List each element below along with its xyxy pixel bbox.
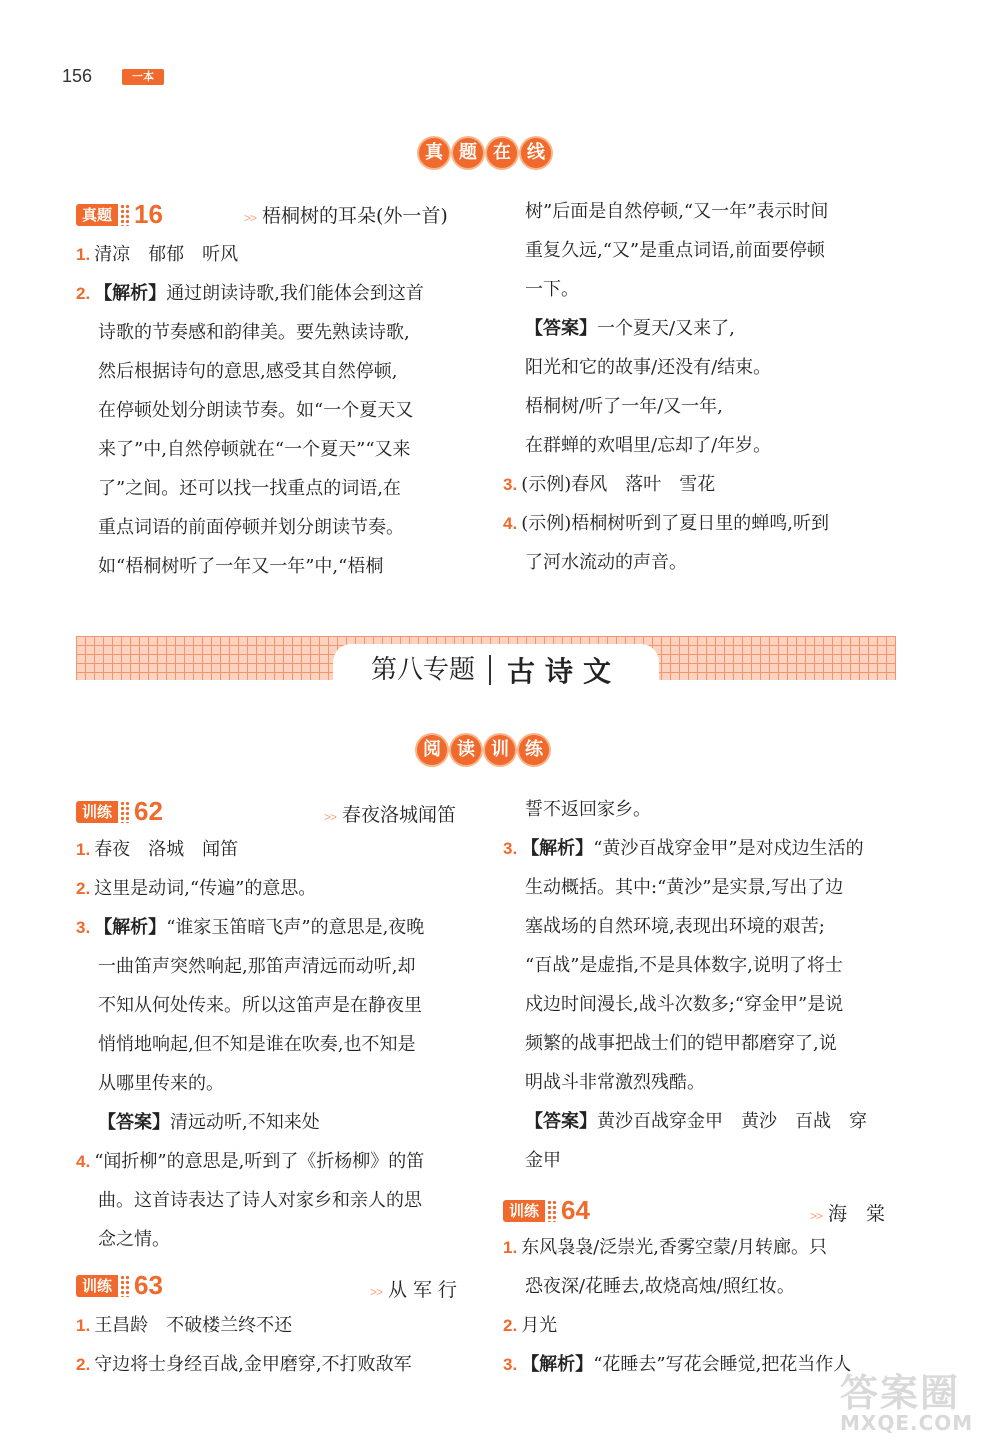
title-char: 训 xyxy=(485,735,515,765)
line-text: 生动概括。其中:“黄沙”是实景,写出了边 xyxy=(525,877,844,898)
text-line xyxy=(76,869,476,908)
item-number: 3. xyxy=(503,1355,518,1374)
text-line xyxy=(503,868,903,907)
text-line xyxy=(76,313,476,352)
question-tag-63 xyxy=(76,1270,163,1301)
text-line xyxy=(76,1064,476,1103)
text-line xyxy=(76,1181,476,1220)
item-number: 2. xyxy=(76,879,91,898)
arrow-icon: >> xyxy=(370,1285,383,1299)
text-line xyxy=(503,1102,903,1141)
section2-left-column-63 xyxy=(76,1306,476,1384)
text-line xyxy=(76,1345,476,1384)
text-line xyxy=(503,426,903,465)
title-char: 线 xyxy=(521,138,551,168)
text-line xyxy=(76,1220,476,1259)
line-text: 梧桐树/听了一年/又一年, xyxy=(525,396,723,417)
text-line xyxy=(503,829,903,868)
title-char: 在 xyxy=(487,138,517,168)
item-number: 1. xyxy=(76,245,91,264)
text-line xyxy=(503,270,903,309)
text-line xyxy=(76,1142,476,1181)
text-line xyxy=(503,504,903,543)
line-text: 悄悄地响起,但不知是谁在吹奏,也不知是 xyxy=(98,1034,416,1055)
article-title-63 xyxy=(370,1275,463,1302)
section-title-zhenti xyxy=(419,138,551,168)
item-number: 4. xyxy=(503,514,518,533)
keyword-label: 【解析】 xyxy=(94,283,167,304)
line-text: 春夜 洛城 闻笛 xyxy=(94,839,239,860)
line-text: 了河水流动的声音。 xyxy=(525,552,687,573)
line-text: (示例)梧桐树听到了夏日里的蝉鸣,听到 xyxy=(521,513,829,534)
line-text: “百战”是虚指,不是具体数字,说明了将士 xyxy=(525,955,843,976)
text-line xyxy=(503,1306,903,1345)
line-text: 在停顿处划分朗读节奏。如“一个夏天又 xyxy=(98,400,414,421)
text-line xyxy=(503,387,903,426)
tag-label: 真题 xyxy=(76,204,118,226)
line-text: 阳光和它的故事/还没有/结束。 xyxy=(525,357,772,378)
section1-right-column xyxy=(503,192,903,582)
question-tag-64 xyxy=(503,1195,590,1226)
text-line xyxy=(503,985,903,1024)
keyword-label: 【解析】 xyxy=(521,838,594,859)
line-text: “谁家玉笛暗飞声”的意思是,夜晚 xyxy=(166,917,425,938)
line-text: 恐夜深/花睡去,故烧高烛/照红妆。 xyxy=(525,1276,795,1297)
item-number: 3. xyxy=(503,475,518,494)
item-number: 3. xyxy=(76,918,91,937)
arrow-icon: >> xyxy=(244,211,257,225)
keyword-label: 【答案】 xyxy=(525,1111,597,1132)
brand-logo: 一本 xyxy=(122,69,164,85)
article-title-text: 海 棠 xyxy=(828,1203,886,1225)
item-number: 2. xyxy=(76,1355,91,1374)
line-text: 诗歌的节奏感和韵律美。要先熟读诗歌, xyxy=(98,322,410,343)
text-line xyxy=(503,790,903,829)
line-text: 守边将士身经百战,金甲磨穿,不打败敌军 xyxy=(94,1354,412,1375)
item-number: 1. xyxy=(76,1316,91,1335)
item-number: 4. xyxy=(76,1152,91,1171)
text-line xyxy=(503,543,903,582)
title-char: 读 xyxy=(451,735,481,765)
keyword-label: 【解析】 xyxy=(94,917,167,938)
question-tag-62 xyxy=(76,796,163,827)
line-text: 一个夏天/又来了, xyxy=(597,318,735,339)
text-line xyxy=(76,986,476,1025)
item-number: 2. xyxy=(76,284,91,303)
keyword-label: 【答案】 xyxy=(98,1112,170,1133)
text-line xyxy=(76,508,476,547)
line-text: 这里是动词,“传遍”的意思。 xyxy=(94,878,317,899)
line-text: (示例)春风 落叶 雪花 xyxy=(521,474,716,495)
watermark-line1: 答案圈 xyxy=(840,1371,961,1415)
title-char: 题 xyxy=(453,138,483,168)
text-line xyxy=(503,1228,903,1267)
section1-left-column xyxy=(76,235,476,586)
line-text: 东风袅袅/泛崇光,香雾空蒙/月转廊。只 xyxy=(521,1237,828,1258)
title-char: 练 xyxy=(519,735,549,765)
text-line xyxy=(503,1063,903,1102)
text-line xyxy=(76,235,476,274)
text-line xyxy=(76,1306,476,1345)
dots-icon xyxy=(547,1200,557,1222)
section2-right-column-64 xyxy=(503,1228,903,1384)
text-line xyxy=(76,1025,476,1064)
line-text: 曲。这首诗表达了诗人对家乡和亲人的思 xyxy=(98,1190,422,1211)
line-text: 金甲 xyxy=(525,1150,561,1171)
tag-number: 63 xyxy=(134,1270,163,1300)
line-text: 重复久远,“又”是重点词语,前面要停顿 xyxy=(525,240,825,261)
item-number: 1. xyxy=(76,840,91,859)
line-text: 黄沙百战穿金甲 黄沙 百战 穿 xyxy=(597,1111,867,1132)
line-text: 来了”中,自然停顿就在“一个夏天”“又来 xyxy=(98,439,411,460)
line-text: 念之情。 xyxy=(98,1229,170,1250)
text-line xyxy=(76,547,476,586)
item-number: 3. xyxy=(503,839,518,858)
text-line xyxy=(503,192,903,231)
title-char: 阅 xyxy=(417,735,447,765)
section2-left-column xyxy=(76,830,476,1259)
text-line xyxy=(503,1141,903,1180)
title-char: 真 xyxy=(419,138,449,168)
text-line xyxy=(503,946,903,985)
text-line xyxy=(76,469,476,508)
line-text: 清远动听,不知来处 xyxy=(170,1112,320,1133)
line-text: 一曲笛声突然响起,那笛声清远而动听,却 xyxy=(98,956,416,977)
section2-right-column xyxy=(503,790,903,1180)
watermark-logo xyxy=(840,1362,990,1442)
text-line xyxy=(76,1103,476,1142)
line-text: 戍边时间漫长,战斗次数多;“穿金甲”是说 xyxy=(525,994,844,1015)
line-text: 王昌龄 不破楼兰终不还 xyxy=(94,1315,293,1336)
line-text: 清凉 郁郁 听风 xyxy=(94,244,239,265)
keyword-label: 【解析】 xyxy=(521,1354,594,1375)
article-title-text: 春夜洛城闻笛 xyxy=(342,804,457,826)
article-title-64 xyxy=(810,1199,885,1226)
arrow-icon: >> xyxy=(810,1209,823,1223)
item-number: 1. xyxy=(503,1238,518,1257)
text-line xyxy=(76,947,476,986)
line-text: 塞战场的自然环境,表现出环境的艰苦; xyxy=(525,916,825,937)
line-text: 通过朗读诗歌,我们能体会到这首 xyxy=(166,283,424,304)
text-line xyxy=(76,908,476,947)
tag-number: 64 xyxy=(561,1195,590,1225)
article-title-text: 从军行 xyxy=(388,1279,464,1301)
text-line xyxy=(503,348,903,387)
line-text: 从哪里传来的。 xyxy=(98,1073,224,1094)
text-line xyxy=(76,430,476,469)
line-text: 如“梧桐树听了一年又一年”中,“梧桐 xyxy=(98,556,384,577)
text-line xyxy=(503,907,903,946)
article-title-16 xyxy=(244,201,448,228)
text-line xyxy=(76,274,476,313)
topic-number: 第八专题 xyxy=(371,655,491,685)
dots-icon xyxy=(120,801,130,823)
line-text: 不知从何处传来。所以这笛声是在静夜里 xyxy=(98,995,422,1016)
arrow-icon: >> xyxy=(324,810,337,824)
watermark-line2: MXQE.COM xyxy=(840,1411,974,1435)
line-text: 一下。 xyxy=(525,279,579,300)
tag-number: 16 xyxy=(134,199,163,229)
keyword-label: 【答案】 xyxy=(525,318,597,339)
line-text: 频繁的战事把战士们的铠甲都磨穿了,说 xyxy=(525,1033,837,1054)
line-text: 在群蝉的欢唱里/忘却了/年岁。 xyxy=(525,435,772,456)
tag-label: 训练 xyxy=(76,1275,118,1297)
article-title-62 xyxy=(324,800,456,827)
text-line xyxy=(503,231,903,270)
dots-icon xyxy=(120,1275,130,1297)
tag-label: 训练 xyxy=(503,1200,545,1222)
topic-banner xyxy=(333,644,659,696)
line-text: “闻折柳”的意思是,听到了《折杨柳》的笛 xyxy=(94,1151,425,1172)
line-text: 了”之间。还可以找一找重点的词语,在 xyxy=(98,478,401,499)
section-title-yuedu xyxy=(417,735,549,765)
line-text: 明战斗非常激烈残酷。 xyxy=(525,1072,705,1093)
page-number: 156 xyxy=(62,66,93,86)
tag-label: 训练 xyxy=(76,801,118,823)
text-line xyxy=(503,1024,903,1063)
item-number: 2. xyxy=(503,1316,518,1335)
tag-number: 62 xyxy=(134,796,163,826)
text-line xyxy=(76,391,476,430)
line-text: “黄沙百战穿金甲”是对戍边生活的 xyxy=(593,838,864,859)
line-text: 月光 xyxy=(521,1315,558,1336)
line-text: 树”后面是自然停顿,“又一年”表示时间 xyxy=(525,201,829,222)
article-title-text: 梧桐树的耳朵(外一首) xyxy=(262,205,448,227)
dots-icon xyxy=(120,204,130,226)
line-text: 重点词语的前面停顿并划分朗读节奏。 xyxy=(98,517,404,538)
text-line xyxy=(76,830,476,869)
text-line xyxy=(503,465,903,504)
text-line xyxy=(503,309,903,348)
topic-name: 古诗文 xyxy=(507,655,622,688)
text-line xyxy=(76,352,476,391)
text-line xyxy=(503,1267,903,1306)
line-text: “花睡去”写花会睡觉,把花当作人 xyxy=(593,1354,852,1375)
line-text: 然后根据诗句的意思,感受其自然停顿, xyxy=(98,361,398,382)
line-text: 誓不返回家乡。 xyxy=(525,799,651,820)
question-tag-16 xyxy=(76,199,163,230)
